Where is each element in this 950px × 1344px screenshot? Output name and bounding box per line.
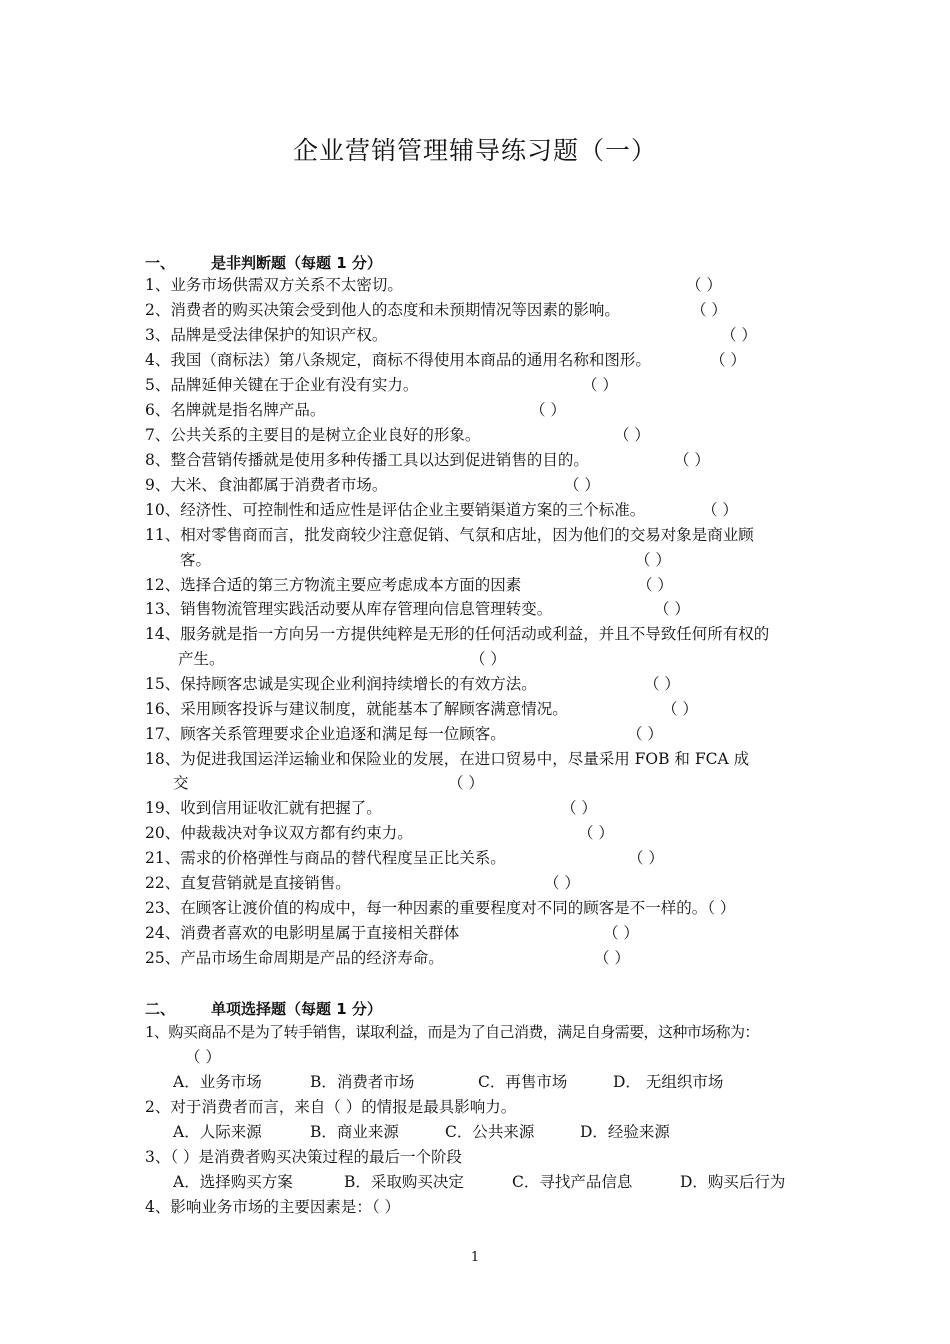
- question-line: 7、公共关系的主要目的是树立企业良好的形象。: [145, 426, 481, 444]
- answer-blank: （ ）: [686, 276, 722, 294]
- answer-blank: （ ）: [614, 426, 650, 444]
- answer-blank: （ ）: [654, 600, 690, 618]
- question-line: 24、消费者喜欢的电影明星属于直接相关群体: [145, 924, 460, 942]
- answer-blank: （ ）: [674, 451, 710, 469]
- answer-blank: （ ）: [627, 725, 663, 743]
- question-line: 19、收到信用证收汇就有把握了。: [145, 799, 382, 817]
- question-continuation: 产生。: [178, 650, 225, 668]
- answer-blank: （ ）: [628, 849, 664, 867]
- question-line: 9、大米、食油都属于消费者市场。: [145, 476, 388, 494]
- question-line: 14、服务就是指一方向另一方提供纯粹是无形的任何活动或利益，并且不导致任何所有权的: [145, 625, 770, 643]
- question-line: 2、消费者的购买决策会受到他人的态度和未预期情况等因素的影响。: [145, 301, 620, 319]
- question-continuation: 客。: [180, 551, 212, 569]
- question-line: 3、（ ）是消费者购买决策过程的最后一个阶段: [145, 1148, 463, 1166]
- question-continuation: （ ）: [185, 1048, 221, 1066]
- question-continuation: 交: [173, 774, 189, 792]
- question-line: 1、购买商品不是为了转手销售，谋取利益，而是为了自己消费，满足自身需要，这种市场称为：: [145, 1023, 759, 1041]
- question-line: 22、直复营销就是直接销售。: [145, 874, 351, 892]
- answer-blank: （ ）: [721, 326, 757, 344]
- answer-blank: （ ）: [644, 675, 680, 693]
- answer-blank: （ ）: [637, 576, 673, 594]
- question-line: 16、采用顾客投诉与建议制度，就能基本了解顾客满意情况。: [145, 700, 568, 718]
- question-line: 18、为促进我国运洋运输业和保险业的发展，在进口贸易中，尽量采用 FOB 和 FCA 成: [145, 750, 750, 768]
- answer-blank: （ ）: [635, 551, 671, 569]
- answer-blank: （ ）: [561, 799, 597, 817]
- question-line: 1、业务市场供需双方关系不太密切。: [145, 276, 403, 294]
- question-line: 5、品牌延伸关键在于企业有没有实力。: [145, 376, 419, 394]
- option-d: D．购买后行为: [680, 1173, 786, 1191]
- question-line: 4、我国（商标法）第八条规定，商标不得使用本商品的通用名称和图形。: [145, 351, 651, 369]
- page-title: 企业营销管理辅导练习题（一）: [292, 136, 657, 165]
- option-d: D． 无组织市场: [613, 1073, 724, 1091]
- option-c: C．公共来源: [445, 1123, 535, 1141]
- option-b: B．采取购买决定: [344, 1173, 464, 1191]
- option-a: A．人际来源: [173, 1123, 262, 1141]
- section-number: 二、: [145, 1000, 176, 1018]
- option-b: B．消费者市场: [310, 1073, 415, 1091]
- question-line: 21、需求的价格弹性与商品的替代程度呈正比关系。: [145, 849, 506, 867]
- answer-blank: （ ）: [564, 476, 600, 494]
- answer-blank: （ ）: [448, 774, 484, 792]
- question-line: 20、仲裁裁决对争议双方都有约束力。: [145, 824, 413, 842]
- answer-blank: （ ）: [702, 501, 738, 519]
- question-line: 4、影响业务市场的主要因素是：（ ）: [145, 1198, 401, 1216]
- answer-blank: （ ）: [662, 700, 698, 718]
- question-line: 2、对于消费者而言，来自（ ）的情报是最具影响力。: [145, 1098, 517, 1116]
- question-line: 25、产品市场生命周期是产品的经济寿命。: [145, 949, 444, 967]
- question-line: 11、相对零售商而言，批发商较少注意促销、气氛和店址，因为他们的交易对象是商业顾: [145, 526, 754, 544]
- question-line: 13、销售物流管理实践活动要从库存管理向信息管理转变。: [145, 600, 553, 618]
- answer-blank: （ ）: [594, 949, 630, 967]
- answer-blank: （ ）: [691, 301, 727, 319]
- question-line: 10、经济性、可控制性和适应性是评估企业主要销渠道方案的三个标准。: [145, 501, 646, 519]
- answer-blank: （ ）: [578, 824, 614, 842]
- question-line: 8、整合营销传播就是使用多种传播工具以达到促进销售的目的。: [145, 451, 589, 469]
- option-d: D．经验来源: [580, 1123, 670, 1141]
- question-line: 12、选择合适的第三方物流主要应考虑成本方面的因素: [145, 576, 522, 594]
- section-number: 一、: [145, 254, 176, 272]
- question-line: 6、名牌就是指名牌产品。: [145, 401, 326, 419]
- option-b: B．商业来源: [310, 1123, 399, 1141]
- question-line: 3、品牌是受法律保护的知识产权。: [145, 326, 388, 344]
- option-a: A．业务市场: [173, 1073, 262, 1091]
- question-line: 15、保持顾客忠诚是实现企业利润持续增长的有效方法。: [145, 675, 537, 693]
- option-a: A．选择购买方案: [173, 1173, 293, 1191]
- section-title: 是非判断题（每题 1 分）: [211, 254, 382, 272]
- option-c: C．再售市场: [478, 1073, 568, 1091]
- section-heading-single-choice: [145, 998, 382, 1019]
- answer-blank: （ ）: [582, 376, 618, 394]
- answer-blank: （ ）: [544, 874, 580, 892]
- section-heading-true-false: [145, 252, 382, 273]
- answer-blank: （ ）: [470, 650, 506, 668]
- option-c: C．寻找产品信息: [512, 1173, 633, 1191]
- page-number: 1: [470, 1250, 480, 1265]
- answer-blank: （ ）: [710, 351, 746, 369]
- question-line: 23、在顾客让渡价值的构成中，每一种因素的重要程度对不同的顾客是不一样的。（ ）: [145, 899, 736, 917]
- answer-blank: （ ）: [603, 924, 639, 942]
- answer-blank: （ ）: [530, 401, 566, 419]
- section-title: 单项选择题（每题 1 分）: [211, 1000, 382, 1018]
- question-line: 17、顾客关系管理要求企业追逐和满足每一位顾客。: [145, 725, 506, 743]
